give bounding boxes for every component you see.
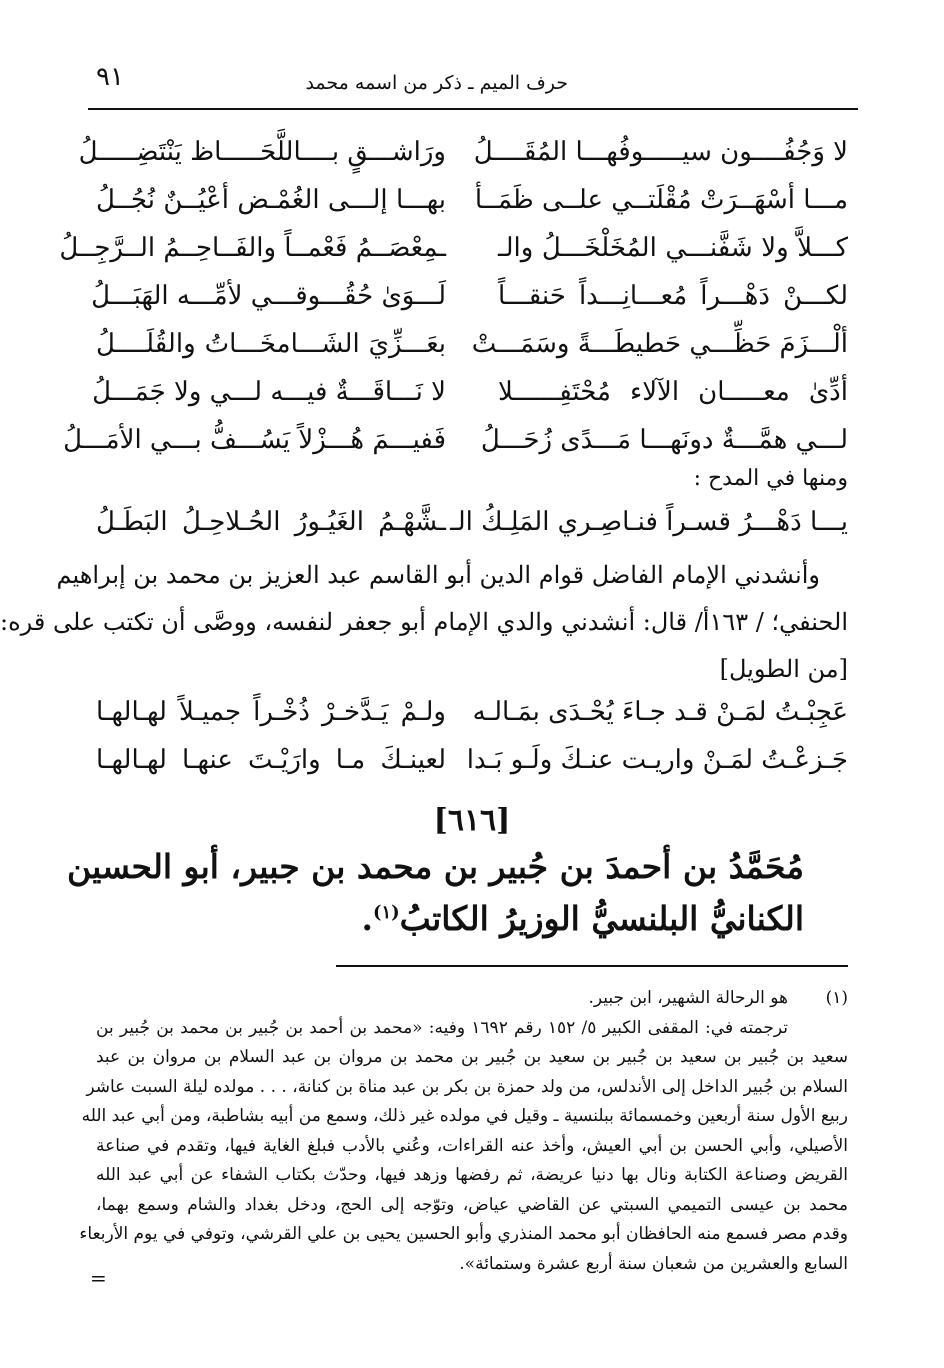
entry-heading — [67, 844, 804, 942]
verse — [78, 128, 848, 176]
footnote-line: وقدم مصر فسمع منه الحافظان أبو محمد المنذري وأبو الحسين يحيى بن علي القرشي، وتوفي في يوم الأربعاء — [79, 1224, 848, 1244]
entry-number: [٦١٦] — [433, 803, 511, 838]
verse — [59, 224, 848, 272]
hemistich-second: ورَاشـــقٍ بــــاللَّحَـــــاظ يَنْتَضِـــــلُ — [78, 137, 446, 167]
running-title: حرف الميم ـ ذكر من اسمه محمد — [305, 72, 568, 94]
hemistich-first: لكـــنْ دَهْـــراً مُعـــانِـــداً حَنقـــاً — [498, 281, 848, 311]
page-number: ٩١ — [96, 62, 124, 92]
entry-name-text: الكنانيُّ البلنسيُّ الوزيرُ الكاتبُ — [399, 899, 804, 938]
poem-section-2 — [96, 498, 848, 546]
poem-section-1 — [59, 128, 848, 464]
hemistich-first: جَـزعْـتُ لمَـنْ واريـت عنـكَ ولَـو بَـدا — [466, 745, 848, 775]
hemistich-first: كـــلاَّ ولا شَفَّنـــي المُخَلْخَـــلُ والـ — [498, 233, 848, 263]
continuation-mark: = — [90, 1266, 107, 1290]
footnote-rule — [336, 965, 848, 967]
footnote-first-line: هو الرحالة الشهير، ابن جبير. — [588, 988, 788, 1008]
verse — [96, 736, 848, 784]
hemistich-second: ـشَّهْـمُ الغَيُـورُ الحُـلاحِـلُ البَطَـلُ — [96, 507, 446, 537]
hemistich-first: مـــا أسْهَــرَتْ مُقْلَتــي علــى ظَمَــأ — [474, 185, 848, 215]
footnote-ref[interactable]: (١) — [372, 902, 400, 923]
prose-line: وأنشدني الإمام الفاضل قوام الدين أبو القاسم عبد العزيز بن محمد بن إبراهيم — [56, 561, 820, 589]
hemistich-first: أدِّىٰ معـــــان الآلاء مُحْتَفِــــــلا — [498, 377, 848, 407]
entry-name-end: . — [361, 899, 373, 938]
hemistich-second: بعَـــزِّيَ الشَـــامخَـــاتُ والقُلَــــلُ — [96, 329, 446, 359]
hemistich-second: لَـــوَىٰ حُقُـــوقـــي لأمِّـــه الهَبَـــلُ — [91, 281, 446, 311]
hemistich-second: لا نَـــاقَـــةٌ فيـــه لـــي ولا جَمَـــلُ — [92, 377, 446, 407]
verse — [63, 416, 848, 464]
verse — [91, 272, 848, 320]
hemistich-first: عَجِبْـتُ لمَـنْ قـد جـاءَ يُحْـدَى بمَـالـه — [472, 697, 848, 727]
footnote-marker: (١) — [825, 988, 848, 1008]
hemistich-first: لا وَجُفُــــون سيـــــوفُهـــا المُقَــــلُ — [473, 137, 848, 167]
entry-name-line1: مُحَمَّدُ بن أحمدَ بن جُبير بن محمد بن جبير، أبو الحسين — [67, 847, 804, 886]
praise-intro: ومنها في المدح : — [693, 466, 848, 491]
footnote-line: القريض وصناعة الكتابة ونال بها دنيا عريضة، ثم رفضها وزهد فيها، وحدّث بكتاب الشفاء عن أبي عبد الله — [96, 1165, 848, 1185]
verse — [96, 498, 848, 546]
hemistich-second: بهـــا إلـــى الغُمْـض أعْيُــنٌ نُجُــلُ — [96, 185, 446, 215]
footnote-line — [96, 984, 848, 1014]
footnote-line: السلام بن جُبير الداخل إلى الأندلس، من ولد حمزة بن بكر بن عبد مناة بن كنانة، . . . مولده ليلة السبت عاشر — [86, 1076, 848, 1097]
verse — [96, 688, 848, 736]
hemistich-first: ألْـــزَمَ حَظِّـــي حَطيطَـــةً وسَمَـــتْ — [471, 329, 848, 359]
hemistich-second: فَفيـــمَ هُـــزْلاً يَسُـــفُّ بـــي الأمَـــلُ — [63, 425, 446, 455]
header-rule — [88, 108, 858, 110]
verse — [92, 368, 848, 416]
footnote-line: ترجمته في: المقفى الكبير ٥/ ١٥٢ رقم ١٦٩٢ وفيه: «محمد بن أحمد بن جُبير بن محمد بن جُبير بن — [96, 1017, 788, 1038]
footnote-line: سعيد بن جُبير بن سعيد بن جُبير بن سعيد بن جُبير بن محمد بن مروان بن عبد السلام بن مروان بن عبد — [96, 1047, 848, 1067]
verse — [96, 176, 848, 224]
footnote-line: محمد بن عيسى التميمي السبتي عن القاضي عياض، وتوّجه إلى الحج، ودخل بغداد والشام وسمع بهما، — [96, 1194, 848, 1215]
hemistich-second: ولـمْ يَـدَّخـرْ ذُخْـراً جميـلاً لهـالهـا — [96, 697, 446, 727]
hemistich-first: لـــي همَّـــةٌ دونَهـــا مَـــدًى زُحَـــلُ — [480, 425, 848, 455]
meter-label: [من الطويل] — [719, 655, 848, 683]
hemistich-second: لعينـكَ مـا وارَيْـتَ عنهـا لهـالهـا — [96, 745, 446, 775]
footnote-line: الأصيلي، وأبي الحسن بن أبي العيش، وأخذ عنه القراءات، وعُني بالأدب فبلغ الغاية فيها، وتقدم في صناعة — [96, 1135, 848, 1156]
hemistich-first: يـــا دَهْـــرُ قسـراً فنـاصِـري المَلِـكُ الـ — [450, 507, 848, 537]
footnote-line: ربيع الأول سنة أربعين وخمسمائة ببلنسية ـ وقيل في مولده غير ذلك، وسمع من أبيه بشاطبة، ومن أبي عبد الله — [81, 1106, 848, 1126]
prose-paragraph — [0, 552, 848, 693]
prose-line: الحنفي؛ / ١٦٣أ/ قال: أنشدني والدي الإمام أبو جعفر لنفسه، ووصَّى أن تكتب على قره: — [0, 608, 848, 636]
entry-name-line2 — [144, 890, 804, 942]
poem-section-3 — [96, 688, 848, 784]
hemistich-second: ـمِعْصَــمُ فَعْمــاً والفَــاحِــمُ الــرَّجِــلُ — [59, 233, 446, 263]
page-header — [88, 58, 858, 110]
footnotes — [79, 984, 848, 1279]
footnote-line: السابع والعشرين من شعبان سنة أربع عشرة وستمائة». — [459, 1253, 848, 1274]
verse — [96, 320, 848, 368]
